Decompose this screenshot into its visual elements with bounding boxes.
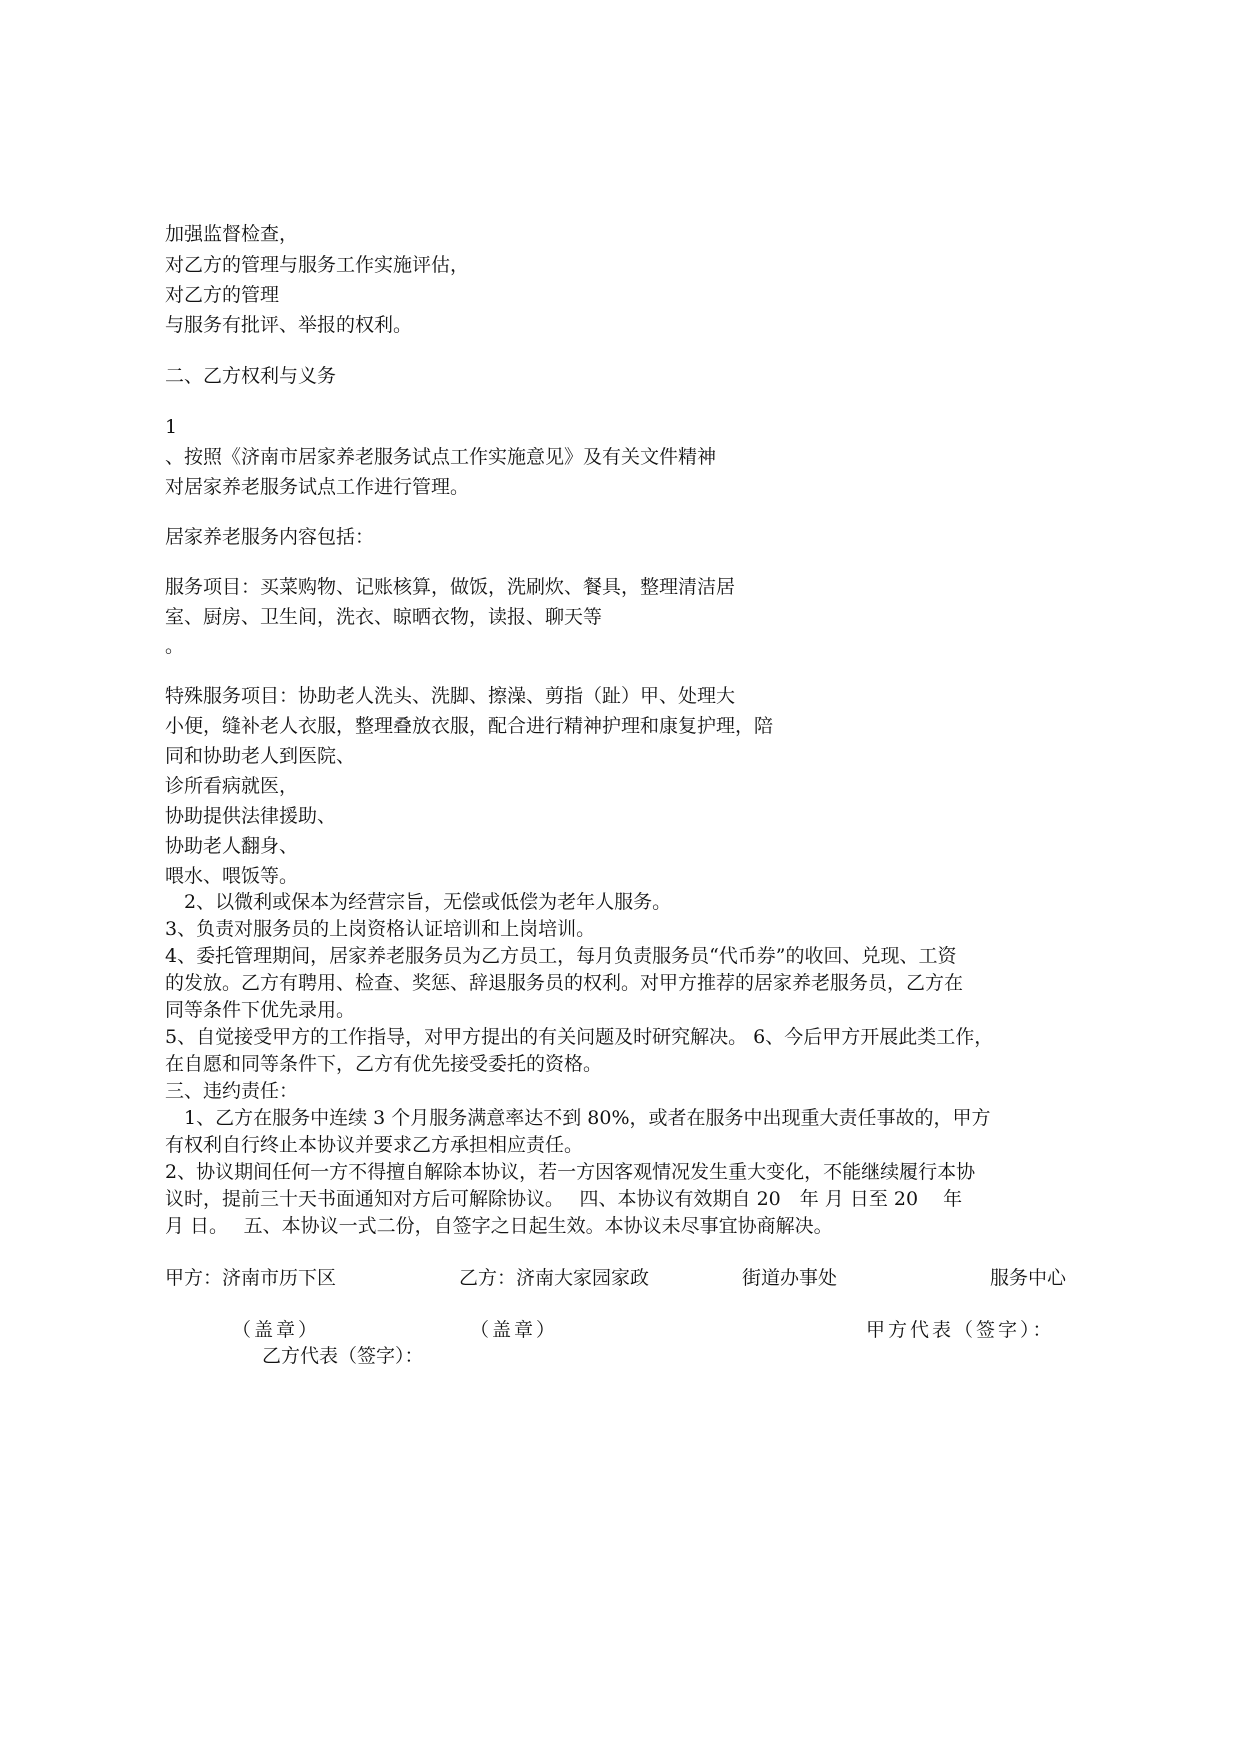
text-line: 月 日。 五、本协议一式二份，自签字之日起生效。本协议未尽事宜协商解决。 (165, 1215, 833, 1237)
party-a-representative: 甲方代表（签字）： (866, 1319, 1055, 1341)
party-a-label: 甲方：济南市历下区 (165, 1267, 337, 1289)
text-line: 在自愿和同等条件下，乙方有优先接受委托的资格。 (165, 1053, 603, 1075)
service-center-label: 服务中心 (990, 1267, 1067, 1289)
text-line: 与服务有批评、举报的权利。 (165, 314, 413, 336)
party-a-seal: （盖章） (232, 1319, 321, 1341)
party-b-seal: （盖章） (470, 1319, 559, 1341)
text-line: 喂水、喂饭等。 (165, 865, 299, 887)
text-line: 同等条件下优先录用。 (165, 999, 356, 1021)
text-line: 对乙方的管理与服务工作实施评估， (165, 254, 470, 276)
text-line: 2、以微利或保本为经营宗旨，无偿或低偿为老年人服务。 (165, 891, 672, 913)
text-line: 2、协议期间任何一方不得擅自解除本协议，若一方因客观情况发生重大变化，不能继续履行本协 (165, 1161, 976, 1183)
text-line: 对居家养老服务试点工作进行管理。 (165, 476, 470, 498)
text-line: 服务项目：买菜购物、记账核算，做饭，洗刷炊、餐具，整理清洁居 (165, 576, 736, 598)
text-line: 特殊服务项目：协助老人洗头、洗脚、擦澡、剪指（趾）甲、处理大 (165, 685, 736, 707)
text-line: 。 (165, 635, 185, 657)
text-line: 的发放。乙方有聘用、检查、奖惩、辞退服务员的权利。对甲方推荐的居家养老服务员，乙方在 (165, 972, 964, 994)
text-line: 议时，提前三十天书面通知对方后可解除协议。 四、本协议有效期自 20 年 月 日至 20 年 (165, 1188, 963, 1210)
text-line: 5、自觉接受甲方的工作指导，对甲方提出的有关问题及时研究解决。 6、今后甲方开展此类工作， (165, 1026, 994, 1048)
text-line: 1 (165, 416, 178, 438)
text-line: 4、委托管理期间，居家养老服务员为乙方员工，每月负责服务员“代币券”的收回、兑现、工资 (165, 945, 957, 967)
text-line: 有权利自行终止本协议并要求乙方承担相应责任。 (165, 1134, 584, 1156)
text-line: 小便，缝补老人衣服，整理叠放衣服，配合进行精神护理和康复护理，陪 (165, 715, 774, 737)
text-line: 加强监督检查， (165, 223, 299, 245)
text-line: 诊所看病就医， (165, 775, 299, 797)
text-line: 同和协助老人到医院、 (165, 745, 356, 767)
text-line: 、按照《济南市居家养老服务试点工作实施意见》及有关文件精神 (165, 446, 717, 468)
street-office-label: 街道办事处 (742, 1267, 838, 1289)
text-line: 协助提供法律援助、 (165, 805, 337, 827)
text-line: 3、负责对服务员的上岗资格认证培训和上岗培训。 (165, 918, 596, 940)
section-heading: 二、乙方权利与义务 (165, 365, 337, 387)
text-line: 居家养老服务内容包括： (165, 526, 375, 548)
text-line: 室、厨房、卫生间，洗衣、晾晒衣物，读报、聊天等 (165, 606, 603, 628)
party-b-label: 乙方：济南大家园家政 (459, 1267, 650, 1289)
section-heading: 三、违约责任： (165, 1080, 299, 1102)
text-line: 协助老人翻身、 (165, 835, 299, 857)
text-line: 对乙方的管理 (165, 284, 280, 306)
party-b-representative: 乙方代表（签字）： (262, 1345, 424, 1367)
text-line: 1、乙方在服务中连续 3 个月服务满意率达不到 80%，或者在服务中出现重大责任事故的，甲方 (165, 1107, 991, 1129)
